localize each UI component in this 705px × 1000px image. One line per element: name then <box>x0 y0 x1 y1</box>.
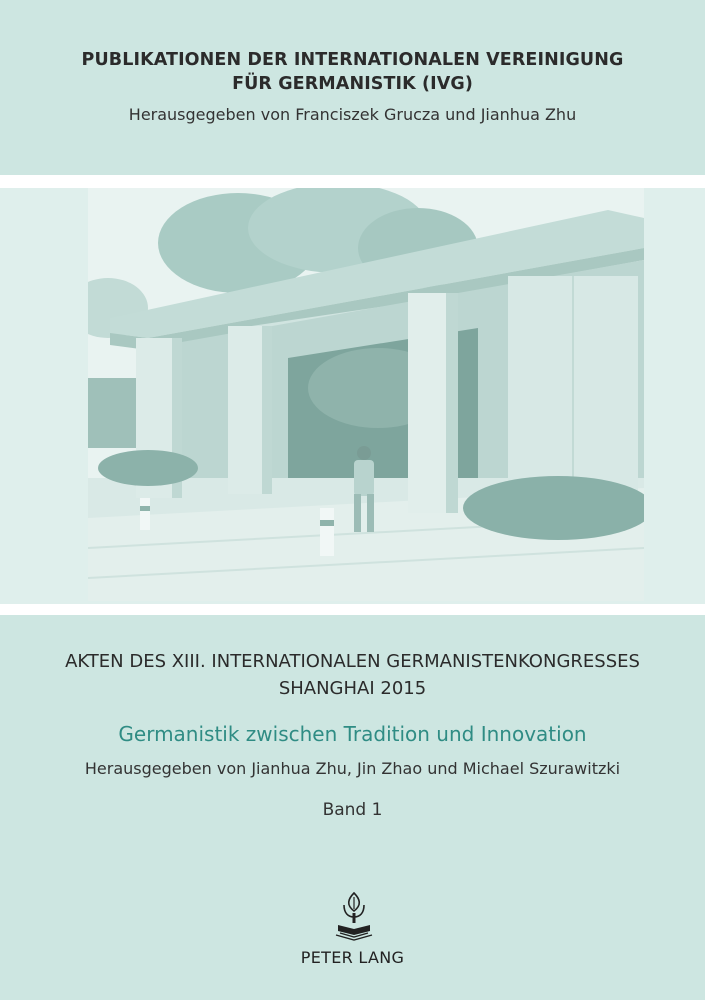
congress-title-line-1: AKTEN DES XIII. INTERNATIONALEN GERMANISTENKONGRESSES <box>65 651 640 672</box>
publisher-name: PETER LANG <box>300 948 405 967</box>
congress-title-line-2: SHANGHAI 2015 <box>278 678 427 699</box>
series-title-line-1: PUBLIKATIONEN DER INTERNATIONALEN VEREINIGUNG <box>81 50 624 70</box>
peter-lang-tree-book-icon <box>334 891 374 941</box>
series-editors: Herausgegeben von Franciszek Grucza und Jianhua Zhu <box>128 105 577 124</box>
volume-number: Band 1 <box>322 800 383 820</box>
series-title <box>0 48 705 96</box>
volume-title: Germanistik zwischen Tradition und Innovation <box>118 722 587 746</box>
congress-title <box>0 648 705 702</box>
series-title-line-2: FÜR GERMANISTIK (IVG) <box>232 74 473 94</box>
cover-photo <box>88 188 644 601</box>
university-gate-photo <box>88 188 644 601</box>
volume-editors: Herausgegeben von Jianhua Zhu, Jin Zhao und Michael Szurawitzki <box>84 759 621 778</box>
